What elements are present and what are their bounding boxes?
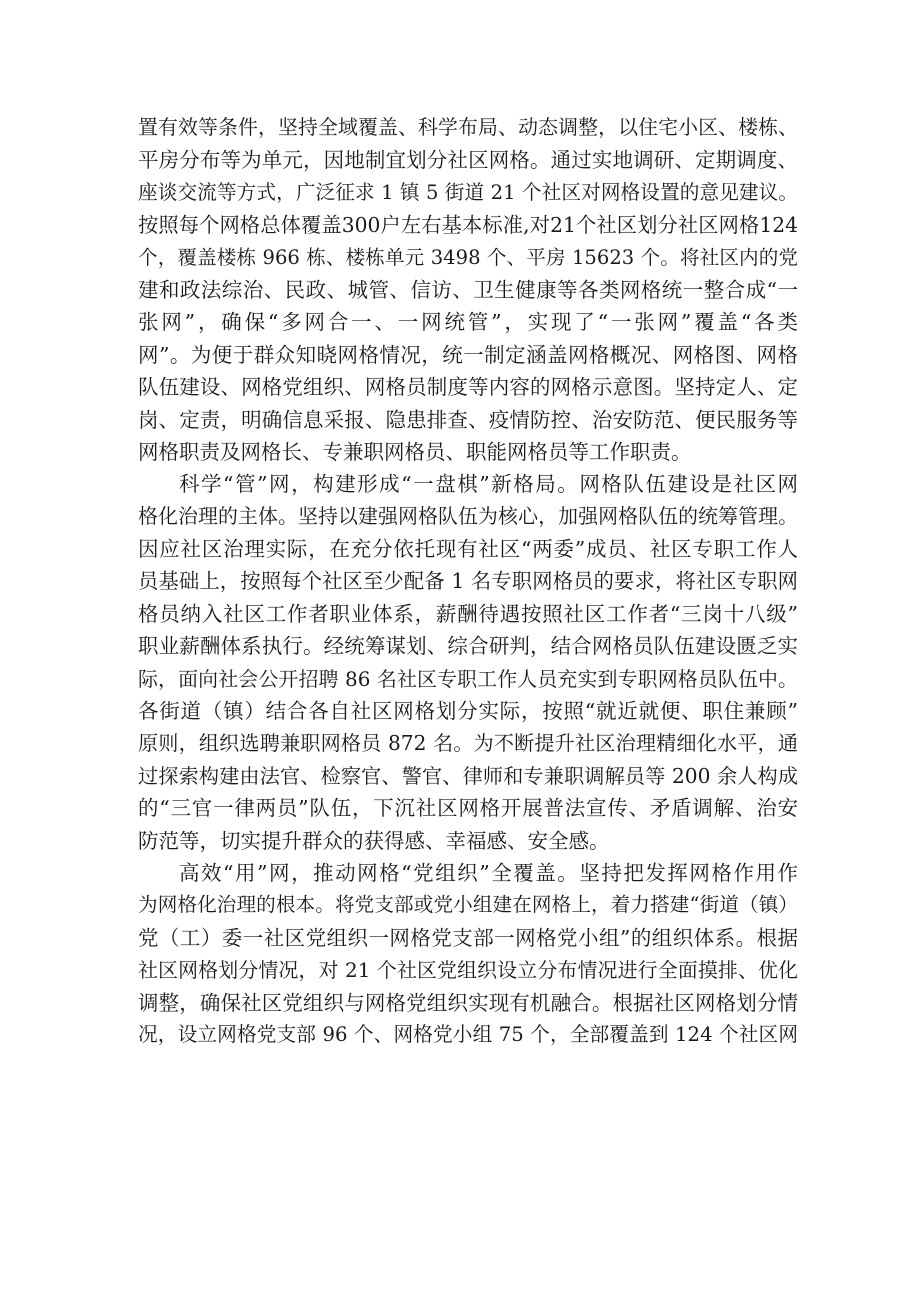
- text-line: 党（工）委一社区党组织一网格党支部一网格党小组”的组织体系。根据: [138, 925, 798, 950]
- paragraph-1: [138, 112, 798, 468]
- text-line: 网”。为便于群众知晓网格情况，统一制定涵盖网格概况、网格图、网格: [138, 342, 798, 367]
- text-line: 各街道（镇）结合各自社区网格划分实际，按照“就近就便、职住兼顾”: [138, 699, 798, 724]
- text-line: 际，面向社会公开招聘 86 名社区专职工作人员充实到专职网格员队伍中。: [138, 666, 798, 691]
- text-line: 张网”，确保“多网合一、一网统管”，实现了“一张网”覆盖“各类: [138, 310, 798, 335]
- text-line: 格员纳入社区工作者职业体系，薪酬待遇按照社区工作者“三岗十八级”: [138, 601, 798, 626]
- text-line: 过探索构建由法官、检察官、警官、律师和专兼职调解员等 200 余人构成: [138, 763, 798, 788]
- text-line: 建和政法综治、民政、城管、信访、卫生健康等各类网格统一整合成“一: [138, 277, 798, 302]
- document-body: [138, 112, 798, 1051]
- text-line: 防范等，切实提升群众的获得感、幸福感、安全感。: [138, 828, 610, 853]
- text-line: 为网格化治理的根本。将党支部或党小组建在网格上，着力搭建“街道（镇）: [138, 893, 798, 917]
- paragraph-3: [138, 857, 798, 1051]
- paragraph-2: [138, 468, 798, 857]
- text-line: 格化治理的主体。坚持以建强网格队伍为核心，加强网格队伍的统筹管理。: [138, 504, 798, 528]
- text-line: 况，设立网格党支部 96 个、网格党小组 75 个，全部覆盖到 124 个社区网: [138, 1022, 798, 1046]
- text-line: 员基础上，按照每个社区至少配备 1 名专职网格员的要求，将社区专职网: [138, 569, 798, 594]
- text-line: 座谈交流等方式，广泛征求 1 镇 5 街道 21 个社区对网格设置的意见建议。: [138, 180, 798, 204]
- text-line: 职业薪酬体系执行。经统筹谋划、综合研判，结合网格员队伍建设匮乏实: [138, 634, 798, 659]
- text-line: 岗、定责，明确信息采报、隐患排查、疫情防控、治安防范、便民服务等: [138, 407, 798, 432]
- text-line: 高效“用”网，推动网格“党组织”全覆盖。坚持把发挥网格作用作: [179, 860, 798, 885]
- text-line: 网格职责及网格长、专兼职网格员、职能网格员等工作职责。: [138, 439, 692, 464]
- text-line: 个，覆盖楼栋 966 栋、楼栋单元 3498 个、平房 15623 个。将社区内的党: [138, 245, 798, 269]
- text-line: 的“三官一律两员”队伍，下沉社区网格开展普法宣传、矛盾调解、治安: [138, 796, 798, 821]
- text-line: 置有效等条件，坚持全域覆盖、科学布局、动态调整，以住宅小区、楼栋、: [138, 116, 798, 139]
- text-line: 因应社区治理实际，在充分依托现有社区“两委”成员、社区专职工作人: [138, 537, 798, 562]
- text-line: 科学“管”网，构建形成“一盘棋”新格局。网格队伍建设是社区网: [179, 472, 798, 497]
- text-line: 平房分布等为单元，因地制宜划分社区网格。通过实地调研、定期调度、: [138, 148, 798, 173]
- text-line: 按照每个网格总体覆盖300户左右基本标准,对21个社区划分社区网格124: [138, 213, 798, 238]
- text-line: 调整，确保社区党组织与网格党组织实现有机融合。根据社区网格划分情: [138, 990, 798, 1015]
- text-line: 原则，组织选聘兼职网格员 872 名。为不断提升社区治理精细化水平，通: [138, 731, 798, 756]
- text-line: 社区网格划分情况，对 21 个社区党组织设立分布情况进行全面摸排、优化: [138, 958, 798, 983]
- text-line: 队伍建设、网格党组织、网格员制度等内容的网格示意图。坚持定人、定: [138, 375, 798, 400]
